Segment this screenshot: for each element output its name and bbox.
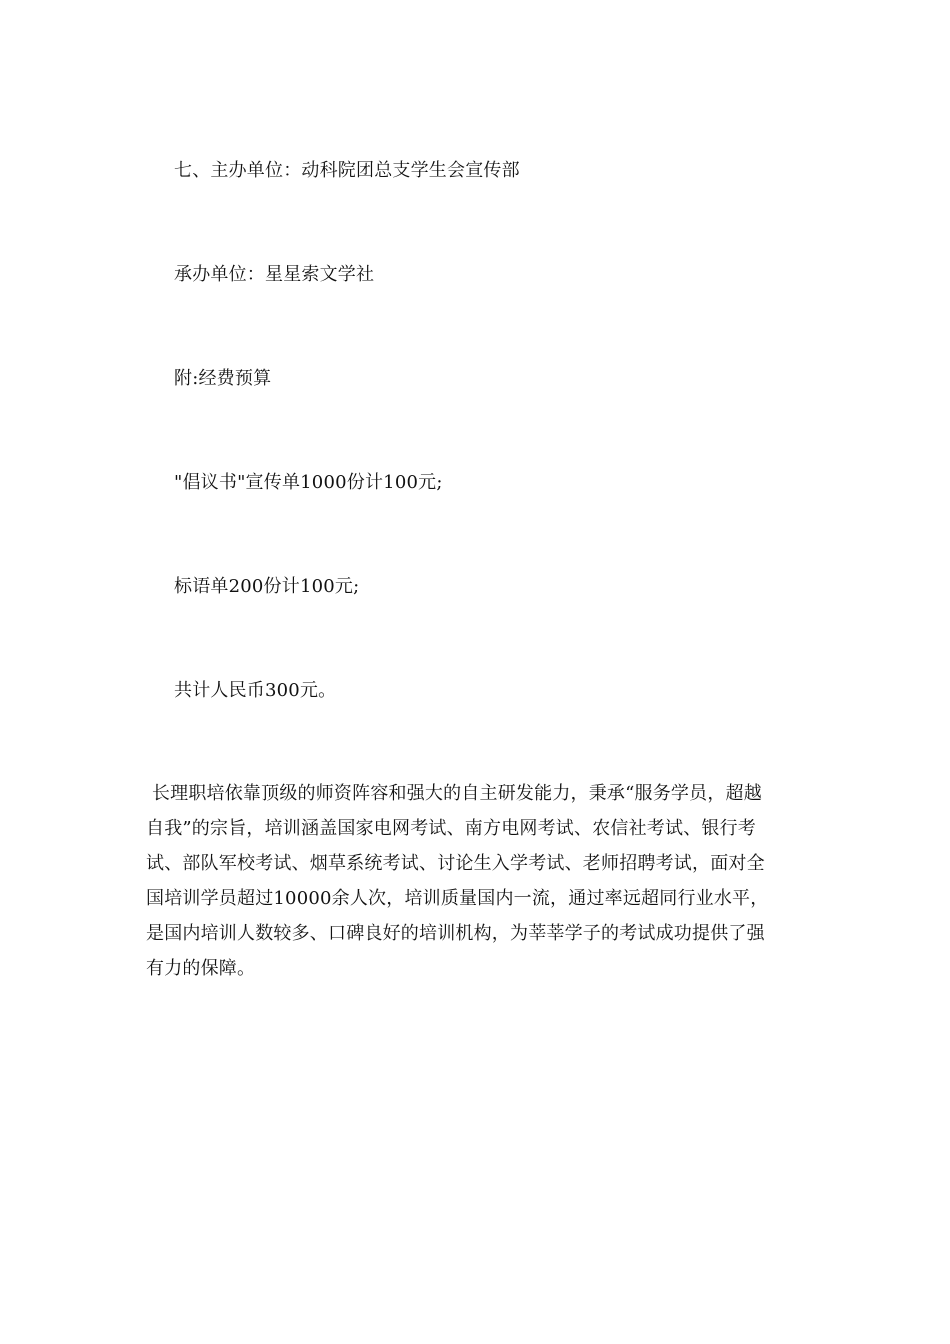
promo-line: 国培训学员超过10000余人次，培训质量国内一流，通过率远超同行业水平，	[146, 888, 769, 909]
promo-line: 长理职培依靠顶级的师资阵容和强大的自主研发能力，秉承“服务学员，超越	[146, 783, 762, 804]
promo-line: 有力的保障。	[146, 958, 256, 979]
budget-item-leaflet: "倡议书"宣传单1000份计100元;	[174, 472, 443, 493]
promo-line: 自我”的宗旨，培训涵盖国家电网考试、南方电网考试、农信社考试、银行考	[146, 818, 756, 839]
organizer-line: 七、主办单位：动科院团总支学生会宣传部	[174, 160, 520, 181]
promo-paragraph	[146, 776, 811, 986]
promo-line: 是国内培训人数较多、口碑良好的培训机构，为莘莘学子的考试成功提供了强	[146, 923, 765, 944]
promo-line: 试、部队军校考试、烟草系统考试、讨论生入学考试、老师招聘考试，面对全	[146, 853, 765, 874]
budget-item-slogan: 标语单200份计100元;	[174, 576, 360, 597]
budget-heading: 附:经费预算	[174, 368, 272, 389]
co-organizer-line: 承办单位：星星索文学社	[174, 264, 375, 285]
budget-total: 共计人民币300元。	[174, 680, 337, 701]
